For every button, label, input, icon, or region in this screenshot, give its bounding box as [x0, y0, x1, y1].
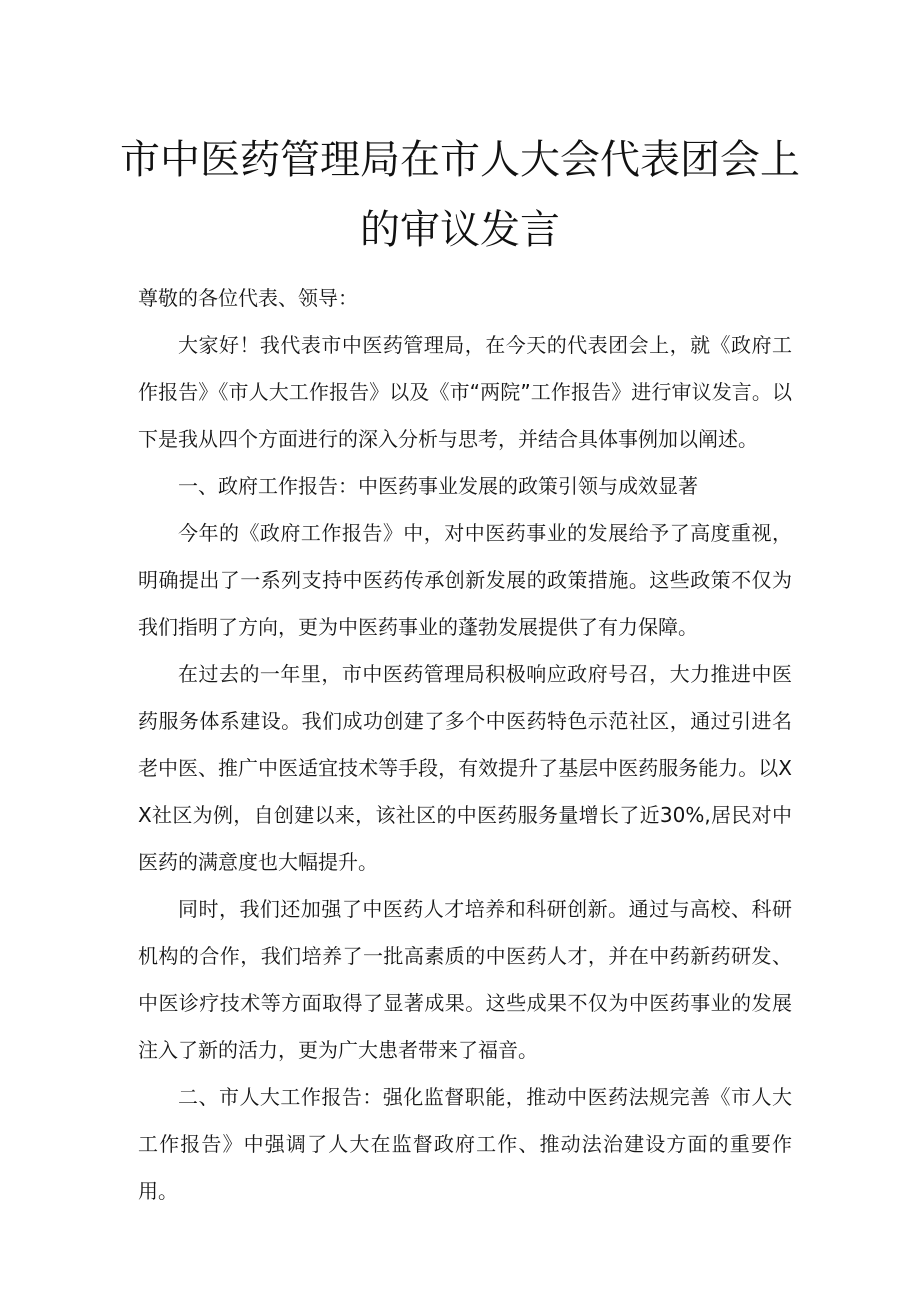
document-body: [138, 275, 792, 1215]
paragraph: 在过去的一年里，市中医药管理局积极响应政府号召，大力推进中医药服务体系建设。我们成功创建了多个中医药特色示范社区，通过引进名老中医、推广中医适宜技术等手段，有效提升了基层中医药服务能力。以XX社区为例，自创建以来，该社区的中医药服务量增长了近30%,居民对中医药的满意度也大幅提升。: [138, 662, 792, 874]
document-title-line-2: 的审议发言: [360, 207, 560, 253]
section-heading-1: 一、政府工作报告：中医药事业发展的政策引领与成效显著: [178, 474, 698, 498]
section-heading-2: 二、市人大工作报告：强化监督职能，推动中医药法规完善《市人大工作报告》中强调了人大在监督政府工作、推动法治建设方面的重要作用。: [138, 1085, 792, 1203]
paragraph: 同时，我们还加强了中医药人才培养和科研创新。通过与高校、科研机构的合作，我们培养了一批高素质的中医药人才，并在中药新药研发、中医诊疗技术等方面取得了显著成果。这些成果不仅为中医药事业的发展注入了新的活力，更为广大患者带来了福音。: [138, 897, 792, 1062]
paragraph-opening: 大家好！我代表市中医药管理局，在今天的代表团会上，就《政府工作报告》《市人大工作报告》以及《市“两院”工作报告》进行审议发言。以下是我从四个方面进行的深入分析与思考，并结合具体事例加以阐述。: [138, 333, 792, 451]
salutation: 尊敬的各位代表、领导：: [138, 286, 358, 310]
paragraph: 今年的《政府工作报告》中，对中医药事业的发展给予了高度重视，明确提出了一系列支持中医药传承创新发展的政策措施。这些政策不仅为我们指明了方向，更为中医药事业的蓬勃发展提供了有力保障。: [138, 521, 792, 639]
document-title-line-1: 市中医药管理局在市人大会代表团会上: [120, 137, 800, 183]
